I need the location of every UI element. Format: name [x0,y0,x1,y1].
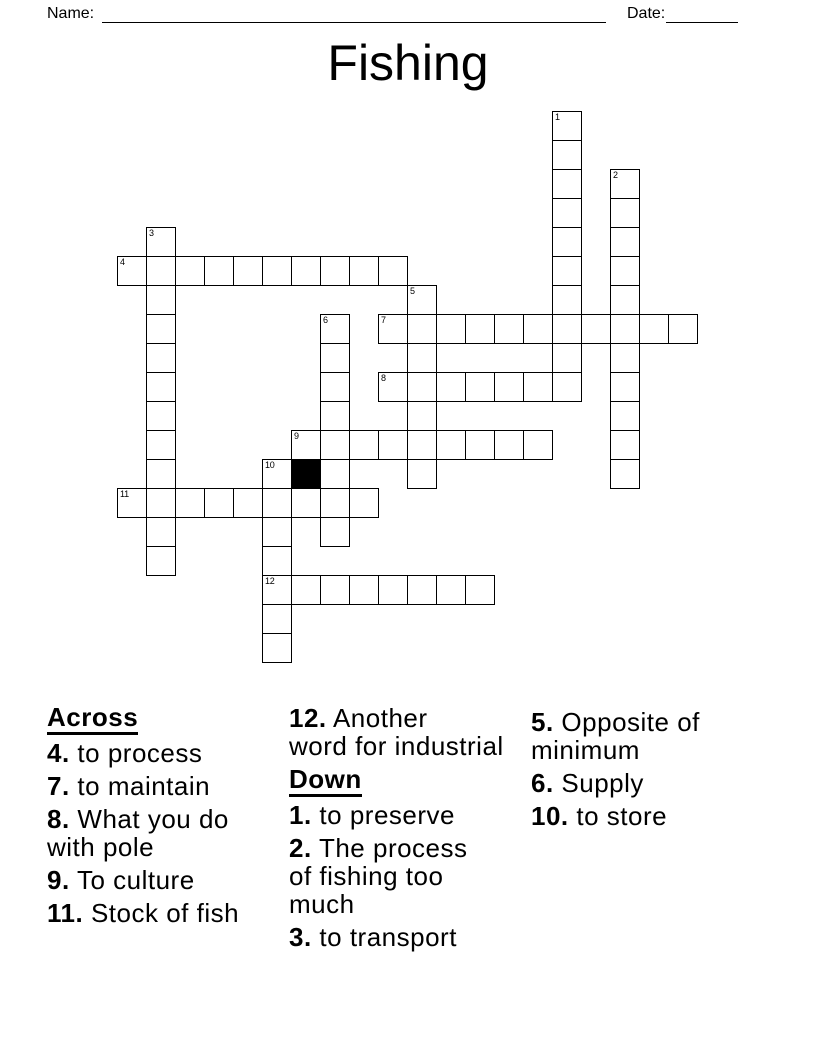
grid-cell [146,285,176,315]
grid-cell [639,314,669,344]
grid-cell [320,517,350,547]
grid-cell [146,372,176,402]
clue-line [47,739,289,767]
grid-cell [262,633,292,663]
grid-cell [610,372,640,402]
grid-cell [204,256,234,286]
grid-cell [262,517,292,547]
clue-number: 12. [289,703,327,733]
clue-text-line: with pole [47,832,155,862]
grid-cell [320,575,350,605]
grid-cell [407,343,437,373]
grid-cell [117,488,147,518]
grid-cell [610,256,640,286]
grid-cell [407,575,437,605]
grid-cell [610,314,640,344]
cell-number: 2 [613,170,618,180]
cell-number: 10 [265,460,275,470]
grid-cell [523,372,553,402]
clue-line [47,833,289,861]
clue-text-line: word for industrial [289,731,504,761]
grid-cell [407,372,437,402]
clue-text-line: much [289,889,355,919]
grid-cell [349,488,379,518]
grid-cell [320,401,350,431]
grid-cell [175,488,205,518]
grid-cell [436,372,466,402]
grid-cell [320,314,350,344]
clue-list-heading [289,765,531,794]
clue-item [47,739,289,767]
clue-line [47,772,289,800]
grid-cell [320,343,350,373]
crossword-grid [117,111,727,663]
clue-number: 8. [47,804,70,834]
grid-cell [610,198,640,228]
grid-cell [204,488,234,518]
grid-cell [610,169,640,199]
clue-number: 5. [531,707,554,737]
grid-cell [610,285,640,315]
clue-text-line: Another [332,703,428,733]
grid-cell [552,140,582,170]
clue-text-line: to transport [319,922,457,952]
cell-number: 8 [381,373,386,383]
grid-cell [378,575,408,605]
grid-cell [146,314,176,344]
grid-cell [494,372,524,402]
clue-item [289,834,531,918]
clue-heading-text: Down [289,764,362,797]
cell-number: 5 [410,286,415,296]
clue-item [47,805,289,861]
clue-number: 6. [531,768,554,798]
clue-text-line: to maintain [77,771,211,801]
grid-cell [465,430,495,460]
clue-item [289,801,531,829]
grid-cell [146,256,176,286]
clue-item [531,708,773,764]
grid-cell [378,314,408,344]
clue-number: 2. [289,833,312,863]
grid-cell [552,227,582,257]
date-label: Date: [627,5,666,22]
grid-cell [610,401,640,431]
clue-line [289,862,531,890]
grid-cell [146,227,176,257]
name-label: Name: [47,5,95,22]
grid-cell [436,575,466,605]
grid-cell [233,488,263,518]
grid-cell [465,372,495,402]
clue-line [47,805,289,833]
clue-item [531,769,773,797]
clue-line [531,736,773,764]
clue-line [47,899,289,927]
grid-cell [262,256,292,286]
clue-text-line: Stock of fish [90,898,240,928]
grid-cell [320,459,350,489]
clue-text-line: Supply [561,768,644,798]
grid-cell [146,459,176,489]
clue-column [47,703,289,932]
cell-number: 11 [120,489,129,499]
grid-cell [175,256,205,286]
grid-cell [378,256,408,286]
grid-cell [146,430,176,460]
clue-number: 4. [47,738,70,768]
clue-line [289,890,531,918]
grid-cell [407,401,437,431]
clue-item [47,866,289,894]
cell-number: 3 [149,228,154,238]
date-blank-line [666,22,738,23]
clue-text-line: Opposite of [561,707,700,737]
grid-cell [552,256,582,286]
clue-number: 9. [47,865,70,895]
grid-cell [523,430,553,460]
grid-cell [146,517,176,547]
grid-cell [610,459,640,489]
clue-text-line: of fishing too [289,861,444,891]
clue-text-line: to preserve [319,800,455,830]
clue-line [289,704,531,732]
clue-text-line: minimum [531,735,640,765]
grid-cell [610,343,640,373]
cell-number: 4 [120,257,125,267]
clue-number: 10. [531,801,569,831]
clue-item [289,923,531,951]
grid-cell [349,575,379,605]
grid-cell-black [291,459,321,489]
cell-number: 7 [381,315,386,325]
grid-cell [552,198,582,228]
grid-cell [320,430,350,460]
clue-heading-text: Across [47,702,138,735]
clue-item [289,704,531,760]
grid-cell [552,372,582,402]
clue-line [289,923,531,951]
cell-number: 12 [265,576,275,586]
clue-line [531,802,773,830]
grid-cell [291,488,321,518]
grid-cell [494,314,524,344]
clue-item [47,899,289,927]
grid-cell [349,430,379,460]
grid-cell [407,314,437,344]
grid-cell [552,285,582,315]
clue-line [531,708,773,736]
clue-number: 7. [47,771,70,801]
name-blank-line [102,22,606,23]
grid-cell [465,575,495,605]
clue-item [47,772,289,800]
grid-cell [407,430,437,460]
cell-number: 9 [294,431,299,441]
grid-cell [320,488,350,518]
clue-line [289,732,531,760]
grid-cell [146,343,176,373]
grid-cell [262,546,292,576]
grid-cell [552,314,582,344]
clue-column [531,708,773,835]
grid-cell [494,430,524,460]
grid-cell [610,430,640,460]
grid-cell [552,111,582,141]
clue-number: 1. [289,800,312,830]
grid-cell [349,256,379,286]
grid-cell [291,256,321,286]
grid-cell [291,430,321,460]
grid-cell [320,256,350,286]
clue-text-line: To culture [76,865,195,895]
grid-cell [262,575,292,605]
grid-cell [262,488,292,518]
grid-cell [552,169,582,199]
grid-cell [233,256,263,286]
grid-cell [407,285,437,315]
clue-line [289,834,531,862]
grid-cell [146,488,176,518]
grid-cell [146,401,176,431]
grid-cell [610,227,640,257]
grid-cell [378,372,408,402]
grid-cell [465,314,495,344]
grid-cell [146,546,176,576]
grid-cell [378,430,408,460]
grid-cell [668,314,698,344]
cell-number: 1 [555,112,560,122]
clue-item [531,802,773,830]
grid-cell [436,314,466,344]
clue-text-line: What you do [77,804,229,834]
cell-number: 6 [323,315,328,325]
clue-text-line: to store [576,801,668,831]
clue-line [289,801,531,829]
clue-text-line: to process [77,738,203,768]
grid-cell [407,459,437,489]
clue-line [47,866,289,894]
grid-cell [117,256,147,286]
grid-cell [320,372,350,402]
grid-cell [262,604,292,634]
grid-cell [436,430,466,460]
clue-number: 3. [289,922,312,952]
grid-cell [262,459,292,489]
grid-cell [291,575,321,605]
clue-line [531,769,773,797]
clue-text-line: The process [318,833,468,863]
clue-number: 11. [47,898,84,928]
page-title: Fishing [327,35,489,91]
clue-column [289,704,531,956]
clue-list-heading [47,703,289,732]
grid-cell [581,314,611,344]
grid-cell [523,314,553,344]
grid-cell [552,343,582,373]
